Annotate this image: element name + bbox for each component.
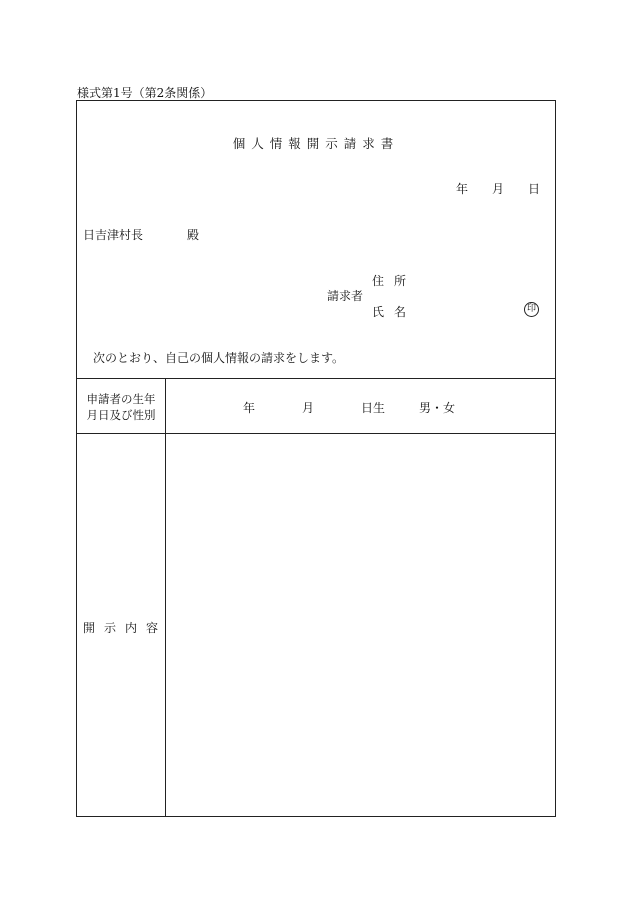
disclosure-content-field[interactable] (166, 434, 555, 816)
disclosure-content-label: 開示内容 (83, 621, 168, 635)
form-title: 個人情報開示請求書 (232, 136, 400, 151)
request-statement: 次のとおり、自己の個人情報の請求をします。 (93, 351, 345, 365)
gender-options: 男・女 (419, 401, 456, 415)
date-month-label: 月 (492, 182, 505, 196)
birth-gender-label-cell (77, 380, 165, 434)
form-number: 様式第1号（第2条関係） (77, 86, 213, 100)
divider-statement-birth (77, 378, 555, 379)
date-year-label: 年 (456, 182, 469, 196)
date-day-label: 日 (528, 182, 541, 196)
birth-gender-label-line1: 申請者の生年 (86, 392, 156, 406)
birth-gender-label-line2: 月日及び性別 (86, 408, 156, 422)
seal-icon: 印 (524, 302, 539, 317)
requester-name-label: 氏名 (372, 305, 417, 319)
birth-year-label: 年 (243, 401, 256, 415)
addressee-honorific: 殿 (187, 228, 200, 242)
requester-address-label: 住所 (372, 274, 417, 288)
request-form-frame (76, 100, 556, 817)
addressee-name: 日吉津村長 (83, 228, 144, 242)
birth-month-label: 月 (302, 401, 315, 415)
requester-label: 請求者 (327, 289, 364, 303)
birth-day-suffix: 日生 (361, 401, 386, 415)
